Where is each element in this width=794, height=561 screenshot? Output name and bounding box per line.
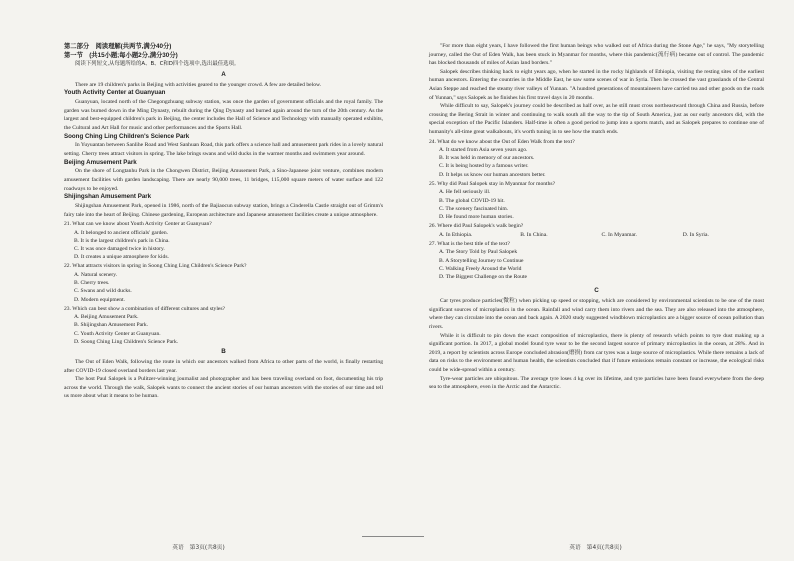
passage-b-paragraph-1: The Out of Eden Walk, following the route in which our ancestors walked from Africa to other parts of the world, is finally restarting after COVID-19 closed overland borders last year. [64,359,383,374]
heading-guanyuan: Youth Activity Center at Guanyuan [64,89,166,97]
heading-shijingshan: Shijingshan Amusement Park [64,193,152,201]
passage-a-intro: There are 19 children's parks in Beijing with activities geared to the younger crowd. A few are detailed below. [75,81,322,88]
q27-option-d: D. The Biggest Challenge on the Route [439,273,527,280]
q21-option-d: D. It creates a unique atmosphere for kids. [74,254,169,261]
q26-option-b: B. In China. [520,231,548,238]
q23-option-b: B. Shijingshan Amusement Park. [74,322,149,329]
q25-option-c: C. The scenery fascinated him. [439,205,509,212]
question-23: 23. Which can best show a combination of different cultures and styles? [64,305,226,312]
q22-option-c: C. Swans and wild ducks. [74,288,132,295]
paragraph-guanyuan: Guanyuan, located north of the Chegongzhuang subway station, was once the garden of government officials and the royal family. The garden was burned down in the Ming Dynasty, rebuilt during the Qing Dynasty and burned again around the turn of the 20th century. As the largest and best-equipped children's park in Beijing, the center includes the Hall of Science and Technology with manually operated exhibits, the Cultural and Art Hall for music and other performances and the Sports Hall. [64,99,383,131]
paragraph-shijingshan: Shijingshan Amusement Park, opened in 1986, north of the Bajiaocun subway station, brings a Cinderella Castle straight out of Grimm's fairy tale into the heart of Beijing. Chinese gardening, European architecture and Japanese amusement facilities create a unique atmosphere. [64,202,383,218]
q27-option-c: C. Walking Freely Around the World [439,265,522,272]
heading-beijing-amusement: Beijing Amusement Park [64,158,137,166]
right-page-footer: 英语 第4页(共8页) [569,545,622,551]
passage-b-paragraph-5: While difficult to say, Salopek's journey could be described as half over, as he still must cross northeastward through China and Russia, before crossing the Bering Strait in winter and continuing to walk south all the way to the tip of South America, just as our early ancestors did, with the special exception of the Pacific Islanders. Half-time is often a good period to jump into a sports match, and as Salopek prepares to continue one of humanity's all-time great walkabouts, it's worth tuning in to see how the match ends. [429,103,764,135]
passage-c-paragraph-3: Tyre-wear particles are ubiquitous. The average tyre loses 4 kg over its lifetime, and tyre particles have been found everywhere from the deep sea to the atmosphere, even in the Arctic and the Antarctic. [429,375,764,391]
paragraph-soong-ching-ling: In Yuyuantan between Sanlihe Road and West Sanhuan Road, this park offers a science hall and amusement park rides in a lovely natural setting. Cherry trees attract visitors in spring. The lake brings swans and wild ducks in the warmer months and swimmers year around. [64,142,383,157]
q26-option-d: D. In Syria. [682,231,709,238]
heading-soong-ching-ling: Soong Ching Ling Children's Science Park [64,132,190,140]
q27-option-a: A. The Story Told by Paul Salopek [439,249,518,256]
q23-option-d: D. Soong Ching Ling Children's Science Park. [74,338,179,345]
part-title: 第一节 (共15小题;每小题2分,满分30分) [64,52,178,59]
question-25: 25. Why did Paul Salopek stay in Myanmar for months? [429,180,556,187]
passage-c-paragraph-1: Car tyres produce particles(微粒) when picking up speed or stopping, which are considered by environmental scientists to be one of the most significant sources of microplastics in the ocean. Rainfall and wind carry them into rivers and the sea. They are also released into the atmosphere, where they can circulate into the ocean and back again. A 2020 study suggested windblown microplastics are a bigger source of ocean pollution than rivers. [429,298,764,330]
passage-b-paragraph-4: Salopek describes thinking back to eight years ago, when he started in the rocky highlands of Ethiopia, visiting the resting sites of the earliest human ancestors. Entering the countries in the Middle East, he saw some scenes of war in Syria. Then he crossed the vast grasslands of the Central Asian Steppe and reached the steamy river valleys of Yunnan. "A hundred generations of mountaineers have carried tea and other goods on the roads of Yunnan," says Salopek as he finishes his first travel days in 20 months. [429,68,764,101]
q22-option-b: B. Cherry trees. [74,280,110,287]
q26-option-a: A. In Ethiopia. [439,231,473,238]
question-21: 21. What can we know about Youth Activity Center at Guanyuan? [64,221,212,228]
passage-b-paragraph-3: "For more than eight years, I have followed the first human beings who walked out of Africa during the Stone Age," he says, "My storytelling journey, called the Out of Eden Walk, has been stuck in Myanmar for months, where this pandemic(流行病) became out of control. The pandemic has blocked thousands of miles of Asian land borders." [429,43,764,67]
left-page-footer: 英语 第3页(共8页) [172,545,225,551]
instruction: 阅读下列短文,从每题所给的A、B、C和D四个选项中,选出最佳选项。 [75,61,240,67]
q23-option-c: C. Youth Activity Center at Guanyuan. [74,330,161,337]
q21-option-a: A. It belonged to ancient officials' garden. [74,229,169,236]
passage-a-label: A [221,70,226,78]
passage-b-label: B [221,348,226,356]
q25-option-a: A. He fell seriously ill. [439,189,491,196]
q21-option-b: B. It is the largest children's park in China. [74,237,170,244]
question-24: 24. What do we know about the Out of Eden Walk from the text? [429,138,575,145]
section-title: 第二部分 阅读理解(共两节,满分40分) [64,43,172,50]
right-page [397,0,794,561]
q25-option-b: B. The global COVID-19 hit. [439,197,505,204]
q23-option-a: A. Beijing Amusement Park. [74,314,139,321]
q24-option-d: D. It helps us know our human ancestors better. [439,171,546,178]
q24-option-b: B. It was held in memory of our ancestors. [439,155,535,162]
passage-b-paragraph-2: The host Paul Salopek is a Pulitzer-winning journalist and photographer and has been traveling overland on foot, documenting his trip across the world. Through the walk, Salopek wants to connect the ancient stories of our human ancestors with the stories of our time and tell us more about what it means to be human. [64,376,383,400]
q22-option-d: D. Modern equipment. [74,296,125,303]
question-26: 26. Where did Paul Salopek's walk begin? [429,223,524,230]
q26-option-c: C. In Myanmar. [601,231,637,238]
q24-option-a: A. It started from Asia seven years ago. [439,147,528,154]
passage-c-paragraph-2: While it is difficult to pin down the exact composition of microplastics, there is plenty of research which points to tyre dust making up a significant portion. In 2017, a global model found tyre wear to be the second largest source of primary microplastics in the ocean, at 28%. And in 2019, a report by scientists across Europe concluded abrasion(磨损) from car tyres was a large source of microplastics. While there remains a lack of data on risks to the environment and human health, the scientists concluded that if future emissions remain constant or increase, the ecological risks could be wide-spread within a century. [429,332,764,373]
q26-options [439,231,764,239]
paragraph-beijing-amusement: On the shore of Longtanhu Park in the Chongwen District, Beijing Amusement Park, a Sino-Japanese joint venture, combines modern amusement facilities with garden landscaping. There are nearly 90,000 trees, 11 bridges, 115,000 square meters of water surface and 122 roadways to be enjoyed. [64,168,383,192]
q24-option-c: C. It is being hosted by a famous writer. [439,163,529,170]
question-27: 27. What is the best title of the text? [429,240,510,247]
q21-option-c: C. It was once damaged twice in history. [74,246,165,253]
q22-option-a: A. Natural scenery. [74,271,118,278]
q27-option-b: B. A Storytelling Journey to Continue [439,257,524,264]
passage-c-label: C [594,287,599,295]
q25-option-d: D. He found more human stories. [439,213,514,220]
question-22: 22. What attracts visitors in spring in Soong Ching Ling Children's Science Park? [64,263,247,270]
